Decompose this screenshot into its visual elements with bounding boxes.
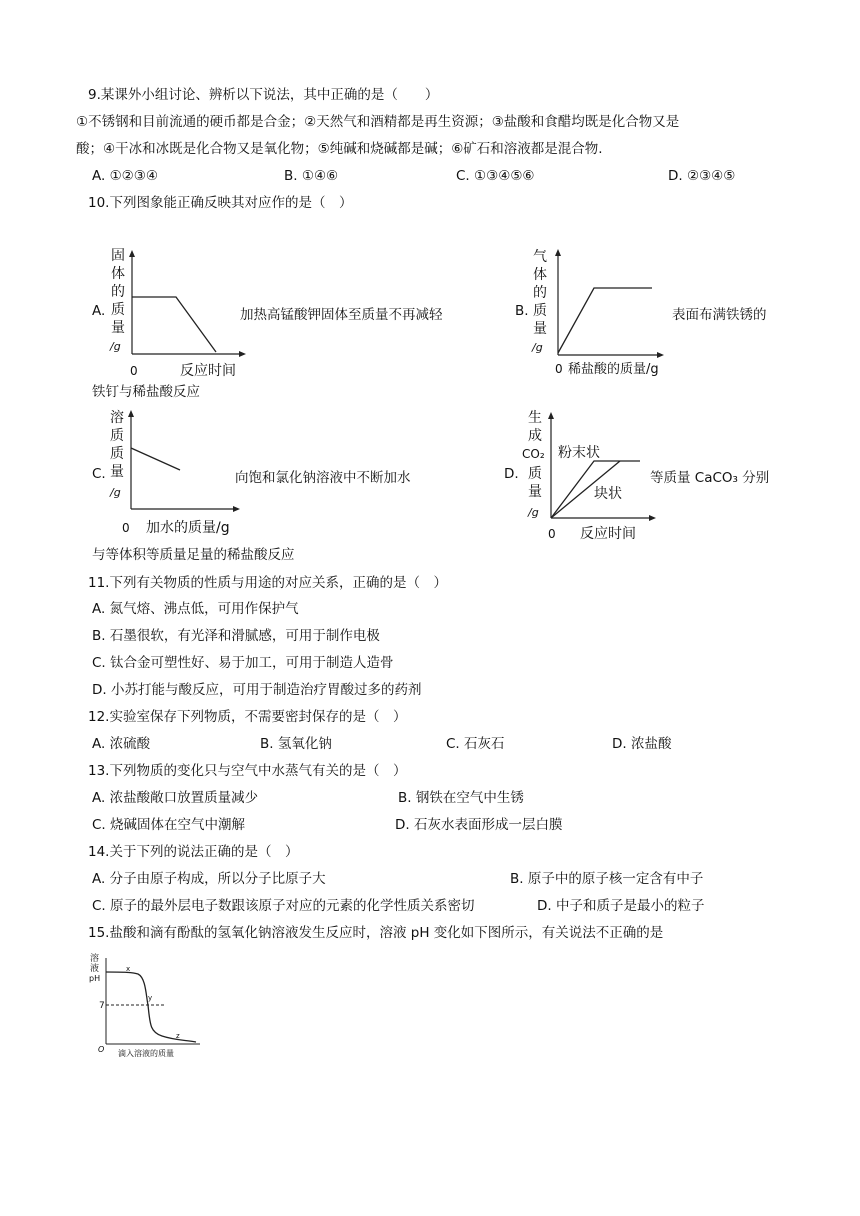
graph-d-zero: 0 [548,527,556,541]
graph-b-y-arrow [555,249,561,256]
q11-option-d: D. 小苏打能与酸反应，可用于制造治疗胃酸过多的药剂 [92,682,422,698]
ph-graph-curve [106,972,196,1042]
ph-graph-ylabel-1: 溶 [90,954,100,964]
graph-c-ylabel-3: 质 [110,446,124,462]
graph-c-curve [131,448,180,470]
q9-option-a: A. ①②③④ [92,168,158,184]
graph-c-x-arrow [233,506,240,512]
q12-option-c: C. 石灰石 [446,736,505,752]
graph-c-ylabel-1: 溶 [110,410,124,426]
q10-graph-c [104,406,254,538]
q14-stem: 14.关于下列的说法正确的是（ ） [88,844,299,860]
q10-option-c-caption: 向饱和氯化钠溶液中不断加水 [235,470,411,486]
q14-option-c: C. 原子的最外层电子数跟该原子对应的元素的化学性质关系密切 [92,898,475,914]
q10-graph-b [528,245,678,380]
graph-d-ylabel-1: 生 [528,410,542,426]
q10-graph-d [520,406,660,542]
graph-a-xlabel: 反应时间 [180,363,236,379]
graph-b-curve [558,288,652,353]
ph-graph-zero: O [98,1045,105,1054]
graph-d-y-arrow [548,412,554,419]
q10-option-b-letter: B. [515,303,529,319]
q13-option-a: A. 浓盐酸敞口放置质量减少 [92,790,259,806]
ph-graph-ylabel-3: pH [89,974,101,983]
graph-c-xlabel: 加水的质量/g [146,520,230,536]
graph-a-unit: /g [110,340,121,353]
q10-option-d-caption-cont: 与等体积等质量足量的稀盐酸反应 [92,547,295,563]
q13-option-c: C. 烧碱固体在空气中潮解 [92,817,246,833]
ph-graph-point-z: z [176,1032,180,1040]
graph-a-ylabel-1: 固 [111,248,125,264]
graph-c-y-arrow [128,410,134,417]
graph-d-label-powder: 粉末状 [558,445,600,461]
graph-d-ylabel-4: 量 [528,484,542,500]
graph-a-ylabel-5: 量 [111,320,125,336]
q12-option-b: B. 氢氧化钠 [260,736,332,752]
graph-d-x-arrow [649,515,656,521]
q13-option-b: B. 钢铁在空气中生锈 [398,790,524,806]
q12-option-a: A. 浓硫酸 [92,736,151,752]
q10-option-b-caption: 表面布满铁锈的 [672,307,767,323]
q10-option-c-letter: C. [92,466,106,482]
graph-c-unit: /g [110,486,121,499]
q15-stem: 15.盐酸和滴有酚酞的氢氧化钠溶液发生反应时，溶液 pH 变化如下图所示，有关说法不正确的是 [88,925,664,941]
graph-b-ylabel-4: 质 [533,303,547,319]
q11-stem: 11.下列有关物质的性质与用途的对应关系，正确的是（ ） [88,575,447,591]
q12-stem: 12.实验室保存下列物质，不需要密封保存的是（ ） [88,709,407,725]
q13-stem: 13.下列物质的变化只与空气中水蒸气有关的是（ ） [88,763,407,779]
ph-graph-point-y: y [148,994,153,1002]
q9-statements-line1: ①不锈钢和目前流通的硬币都是合金；②天然气和酒精都是再生资源；③盐酸和食醋均既是化合物又是 [76,114,680,130]
graph-a-x-arrow [239,351,246,357]
q10-option-b-caption-cont: 铁钉与稀盐酸反应 [92,384,200,400]
q11-option-c: C. 钛合金可塑性好、易于加工，可用于制造人造骨 [92,655,394,671]
graph-d-label-lump: 块状 [594,486,622,502]
q9-statements-line2: 酸；④干冰和冰既是化合物又是氧化物；⑤纯碱和烧碱都是碱；⑥矿石和溶液都是混合物. [76,141,603,157]
q10-option-a-caption: 加热高锰酸钾固体至质量不再减轻 [240,307,443,323]
q12-option-d: D. 浓盐酸 [612,736,672,752]
ph-graph-point-x: x [126,965,131,973]
graph-a-ylabel-3: 的 [111,284,125,300]
graph-c-zero: 0 [122,521,130,535]
graph-a-ylabel-2: 体 [111,266,125,282]
q11-option-b: B. 石墨很软，有光泽和滑腻感，可用于制作电极 [92,628,380,644]
graph-b-ylabel-2: 体 [533,267,547,283]
q14-option-d: D. 中子和质子是最小的粒子 [537,898,705,914]
graph-a-y-arrow [129,250,135,257]
graph-a-ylabel-4: 质 [111,302,125,318]
q14-option-a: A. 分子由原子构成，所以分子比原子大 [92,871,326,887]
graph-b-x-arrow [657,352,664,358]
graph-b-ylabel-5: 量 [533,321,547,337]
graph-b-ylabel-1: 气 [533,249,547,265]
q14-option-b: B. 原子中的原子核一定含有中子 [510,871,704,887]
ph-graph-seven: 7 [99,1001,105,1011]
graph-b-zero: 0 [555,362,563,376]
graph-d-xlabel: 反应时间 [580,526,636,542]
graph-d-ylabel-co2: CO₂ [522,447,545,461]
q10-option-a-letter: A. [92,303,106,319]
q9-option-c: C. ①③④⑤⑥ [456,168,535,184]
graph-a-zero: 0 [130,364,138,378]
q11-option-a: A. 氮气熔、沸点低，可用作保护气 [92,601,299,617]
q9-option-d: D. ②③④⑤ [668,168,736,184]
graph-c-ylabel-4: 量 [110,464,124,480]
q13-option-d: D. 石灰水表面形成一层白膜 [395,817,563,833]
graph-b-xlabel: 稀盐酸的质量/g [568,362,659,377]
graph-a-curve [132,297,216,352]
q15-ph-graph [88,952,208,1060]
q9-option-b: B. ①④⑥ [284,168,339,184]
q10-option-d-letter: D. [504,466,519,482]
graph-b-unit: /g [532,341,543,354]
graph-d-ylabel-3: 质 [528,466,542,482]
graph-d-unit: /g [528,506,539,519]
q10-stem: 10.下列图象能正确反映其对应作的是（ ） [88,195,353,211]
q9-stem: 9.某课外小组讨论、辨析以下说法，其中正确的是（ ） [88,87,439,103]
q10-graph-a [104,244,254,380]
ph-graph-xlabel: 滴入溶液的质量 [118,1049,174,1058]
ph-graph-ylabel-2: 液 [90,964,100,974]
graph-b-ylabel-3: 的 [533,285,547,301]
q10-option-d-caption: 等质量 CaCO₃ 分别 [650,470,770,486]
graph-c-ylabel-2: 质 [110,428,124,444]
graph-d-ylabel-2: 成 [528,428,542,444]
